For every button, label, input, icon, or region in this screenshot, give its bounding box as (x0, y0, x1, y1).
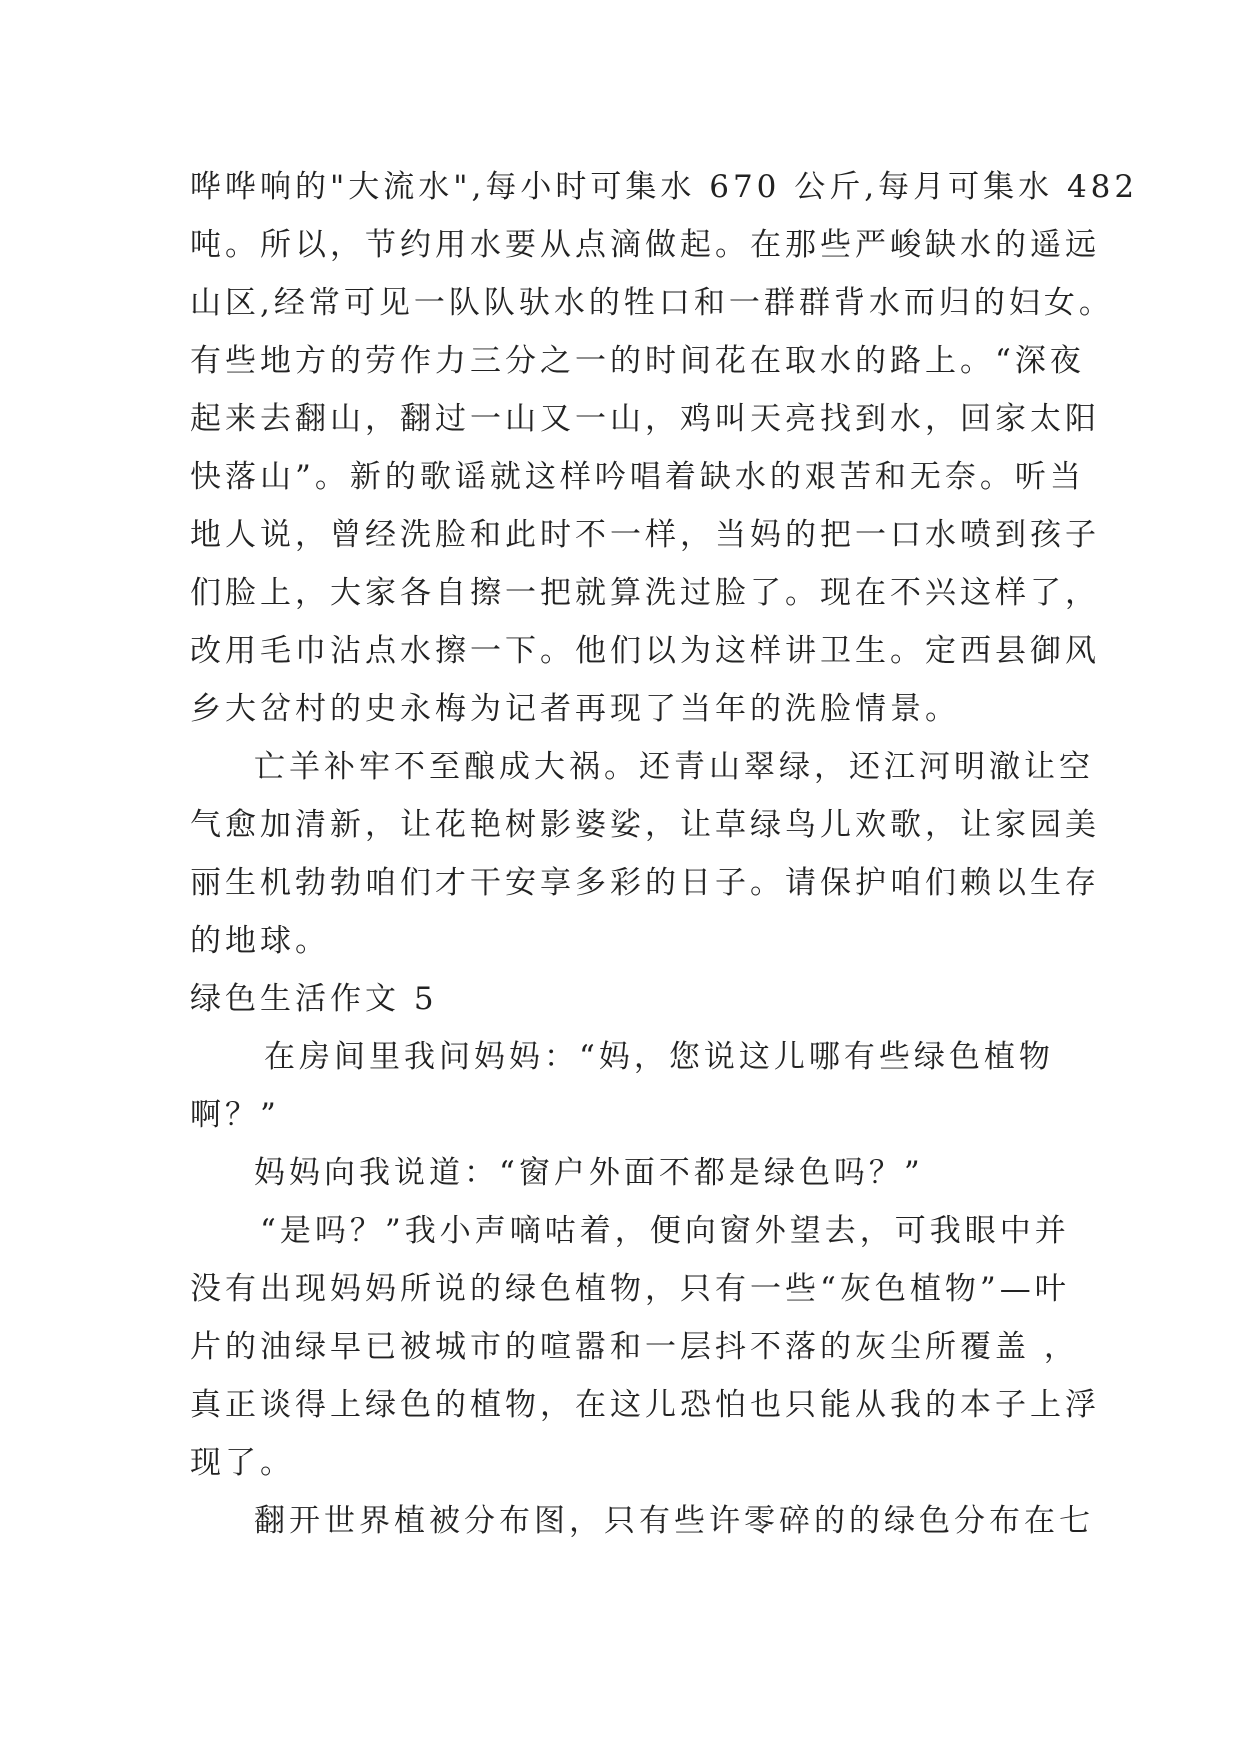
text-line: 丽生机勃勃咱们才干安享多彩的日子。请保护咱们赖以生存 (190, 865, 1100, 901)
paragraph-start-line: “是吗？”我小声嘀咕着，便向窗外望去，可我眼中并 (260, 1213, 1070, 1249)
text-line: 山区,经常可见一队队驮水的牲口和一群群背水而归的妇女。 (190, 285, 1114, 321)
text-line: 吨。所以，节约用水要从点滴做起。在那些严峻缺水的遥远 (190, 227, 1100, 263)
text-line: 起来去翻山，翻过一山又一山，鸡叫天亮找到水，回家太阳 (190, 401, 1100, 437)
text-line: 改用毛巾沾点水擦一下。他们以为这样讲卫生。定西县御风 (190, 633, 1100, 669)
document-body (190, 158, 1139, 1550)
text-line: 真正谈得上绿色的植物，在这儿恐怕也只能从我的本子上浮 (190, 1387, 1100, 1423)
text-line: 啊？” (190, 1097, 280, 1133)
text-line: 气愈加清新，让花艳树影婆娑，让草绿鸟儿欢歌，让家园美 (190, 807, 1100, 843)
text-line: 们脸上，大家各自擦一把就算洗过脸了。现在不兴这样了， (190, 575, 1100, 611)
text-line: 没有出现妈妈所说的绿色植物，只有一些“灰色植物”—叶 (190, 1271, 1070, 1307)
text-line: 片的油绿早已被城市的喧嚣和一层抖不落的灰尘所覆盖 ， (190, 1329, 1079, 1365)
text-line: 哗哗响的"大流水",每小时可集水 670 公斤,每月可集水 482 (190, 169, 1139, 205)
paragraph-start-line: 翻开世界植被分布图，只有些许零碎的的绿色分布在七 (254, 1503, 1094, 1539)
text-line: 乡大岔村的史永梅为记者再现了当年的洗脸情景。 (190, 691, 960, 727)
paragraph-start-line: 妈妈向我说道：“窗户外面不都是绿色吗？” (254, 1155, 924, 1191)
text-line: 有些地方的劳作力三分之一的时间花在取水的路上。“深夜 (190, 343, 1085, 379)
text-line: 现了。 (190, 1445, 295, 1481)
paragraph-start-line: 在房间里我问妈妈：“妈，您说这儿哪有些绿色植物 (264, 1039, 1054, 1075)
text-line: 的地球。 (190, 923, 330, 959)
text-line: 地人说，曾经洗脸和此时不一样，当妈的把一口水喷到孩子 (190, 517, 1100, 553)
text-line: 快落山”。新的歌谣就这样吟唱着缺水的艰苦和无奈。听当 (190, 459, 1085, 495)
paragraph-start-line: 亡羊补牢不至酿成大祸。还青山翠绿，还江河明澈让空 (254, 749, 1094, 785)
section-heading: 绿色生活作文 5 (190, 981, 438, 1017)
